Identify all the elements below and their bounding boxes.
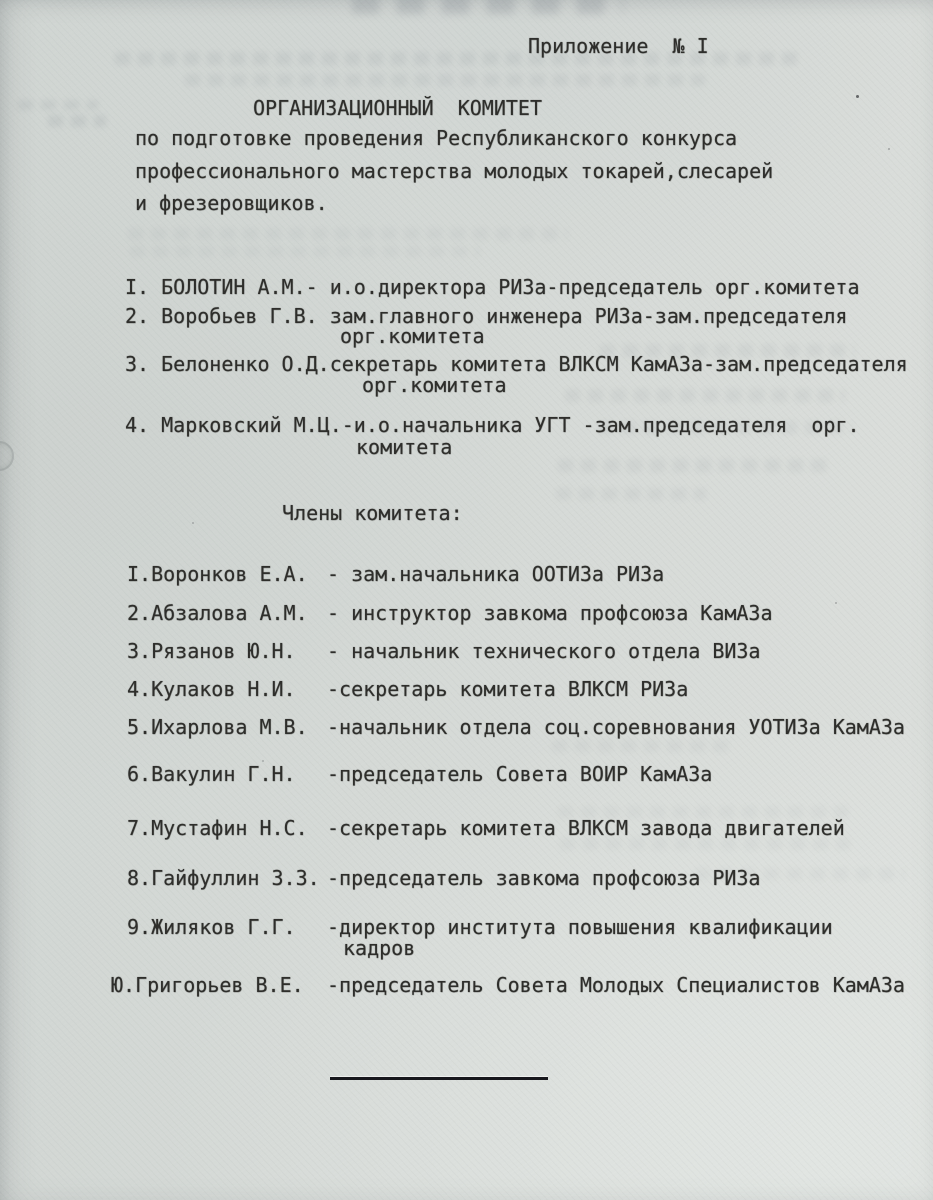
member-row-role: -председатель Совета Молодых Специалистов КамАЗа [327, 973, 905, 997]
member-row-name: 5.Ихарлова М.В. [127, 715, 308, 739]
intro-line: по подготовке проведения Республиканского конкурса [135, 126, 738, 150]
officer-row: 3. Белоненко О.Д.секретарь комитета ВЛКСМ КамАЗа-зам.председателя [125, 352, 908, 376]
member-row-role: -секретарь комитета ВЛКСМ завода двигателей [327, 816, 845, 840]
member-row-continuation: кадров [343, 936, 416, 960]
member-row-role: -председатель завкома профсоюза РИЗа [327, 866, 761, 890]
member-row-name: 6.Вакулин Г.Н. [127, 762, 296, 786]
member-row-role: -директор института повышения квалификации [327, 915, 833, 939]
intro-line: профессионального мастерства молодых токарей,слесарей [135, 159, 774, 183]
bleed-through-smudge [48, 115, 106, 127]
bleed-through-smudge [552, 740, 732, 752]
member-row-role: -председатель Совета ВОИР КамАЗа [327, 762, 713, 786]
member-row-name: 4.Кулаков Н.И. [127, 677, 296, 701]
bleed-through-smudge [565, 389, 845, 402]
bleed-through-smudge [18, 100, 98, 110]
bleed-through-smudge [556, 488, 706, 500]
officer-row: 2. Воробьев Г.В. зам.главного инженера РИЗа-зам.председателя [125, 304, 848, 328]
officer-row-continuation: орг.комитета [340, 324, 485, 348]
members-heading: Члены комитета: [282, 501, 463, 525]
bleed-through-smudge [130, 246, 480, 257]
bleed-through-smudge [185, 74, 705, 86]
officer-row: 4. Марковский М.Ц.-и.о.начальника УГТ -зам.председателя орг. [125, 413, 860, 437]
intro-line: и фрезеровщиков. [135, 191, 328, 215]
member-row-role: - начальник технического отдела ВИЗа [327, 639, 761, 663]
ink-speck [888, 148, 890, 150]
member-row-role: -секретарь комитета ВЛКСМ РИЗа [327, 677, 689, 701]
appendix-label: Приложение № I [528, 34, 709, 58]
member-row-name: 8.Гайфуллин З.З. [127, 866, 320, 890]
ink-speck [856, 95, 859, 98]
member-row-role: - зам.начальника ООТИЗа РИЗа [327, 562, 665, 586]
bleed-through-smudge [128, 228, 568, 240]
member-row-name: 3.Рязанов Ю.Н. [127, 639, 296, 663]
member-row-name: Ю.Григорьев В.Е. [111, 973, 304, 997]
ink-speck [835, 602, 837, 604]
member-row-name: 2.Абзалова А.М. [127, 601, 308, 625]
officer-row-continuation: орг.комитета [362, 373, 507, 397]
bleed-through-smudge [352, 0, 624, 14]
hole-punch [0, 441, 14, 471]
ink-speck [192, 522, 194, 524]
member-row-name: 7.Мустафин Н.С. [127, 816, 308, 840]
signature-rule [330, 1077, 548, 1080]
document-title: ОРГАНИЗАЦИОННЫЙ КОМИТЕТ [253, 96, 542, 120]
bleed-through-smudge [558, 459, 833, 472]
officer-row: I. БОЛОТИН А.М.- и.о.директора РИЗа-председатель орг.комитета [125, 275, 860, 299]
member-row-role: - инструктор завкома профсоюза КамАЗа [327, 601, 773, 625]
officer-row-continuation: комитета [356, 435, 453, 459]
member-row-role: -начальник отдела соц.соревнования УОТИЗа КамАЗа [327, 715, 905, 739]
member-row-name: 9.Жиляков Г.Г. [127, 915, 296, 939]
member-row-name: I.Воронков Е.А. [127, 562, 308, 586]
